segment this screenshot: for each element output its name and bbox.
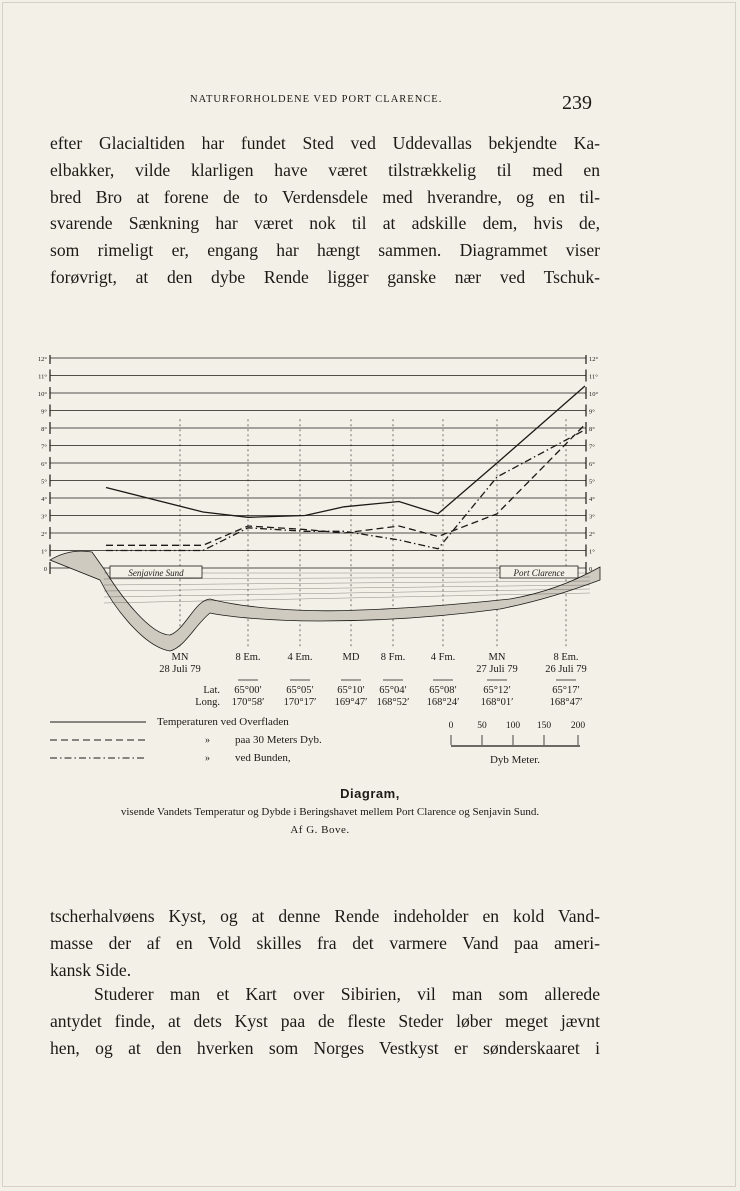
place-label: Senjavine Sund xyxy=(128,568,184,578)
station-lat: 65°05′ xyxy=(286,685,314,696)
legend-label: paa 30 Meters Dyb. xyxy=(235,734,322,746)
station-date: 26 Juli 79 xyxy=(545,664,587,675)
diagram-author: Af G. Bove. xyxy=(290,824,350,836)
station-lat: 65°08′ xyxy=(429,685,457,696)
y-tick-label: 2° xyxy=(41,531,47,538)
station-long: 168°47′ xyxy=(549,697,583,708)
scale-tick-label: 100 xyxy=(505,721,521,731)
station-time: MN xyxy=(171,652,189,663)
y-tick-label: 0 xyxy=(589,566,593,573)
station-lat: 65°10′ xyxy=(337,685,365,696)
y-tick-label: 0 xyxy=(43,566,47,573)
y-tick-label: 6° xyxy=(589,461,595,468)
y-tick-label: 1° xyxy=(41,548,47,556)
legend-ditto: » xyxy=(205,735,210,746)
scale-tick-label: 50 xyxy=(477,721,487,731)
series-line xyxy=(106,425,585,546)
station-time: MN xyxy=(488,652,506,663)
temperature-depth-diagram xyxy=(0,355,740,785)
y-tick-label: 7° xyxy=(589,443,595,451)
station-long: 168°24′ xyxy=(426,697,460,708)
diagram-subtitle: visende Vandets Temperatur og Dybde i Beringshavet mellem Port Clarence og Senjavin Sund. xyxy=(120,806,540,818)
text-line: antydet finde, at dets Kyst paa de fleste Steder løber meget jævnt xyxy=(50,1010,600,1031)
text-line: elbakker, vilde klarligen have været tilstrækkelig til med en xyxy=(50,159,600,180)
y-tick-label: 4° xyxy=(41,496,47,503)
station-time: 8 Em. xyxy=(553,652,579,663)
text-line: svarende Sænkning har været nok til at adskille dem, hvis de, xyxy=(50,213,600,234)
text-line: forøvrigt, at den dybe Rende ligger ganske nær ved Tschuk- xyxy=(50,266,600,287)
depth-hatch xyxy=(104,581,590,585)
station-long: 170°17′ xyxy=(283,697,317,708)
scale-tick-label: 0 xyxy=(448,721,454,731)
y-tick-label: 12° xyxy=(589,356,599,363)
station-lat: 65°04′ xyxy=(379,685,407,696)
legend-label: ved Bunden, xyxy=(235,752,291,764)
station-long: 168°01′ xyxy=(480,697,514,708)
y-tick-label: 10° xyxy=(37,391,47,398)
diagram-title: Diagram, xyxy=(340,786,400,801)
y-tick-label: 1° xyxy=(589,548,595,556)
text-line: bred Bro at forene de to Verdensdele med hverandre, og en til- xyxy=(50,186,600,207)
station-time: MD xyxy=(342,652,360,663)
y-tick-label: 11° xyxy=(38,373,47,381)
station-long: 168°52′ xyxy=(376,697,410,708)
station-date: 28 Juli 79 xyxy=(159,664,201,675)
y-tick-label: 7° xyxy=(41,443,47,451)
paragraph-top xyxy=(50,130,600,291)
text-line: hen, og at den hverken som Norges Vestkyst er sønderskaaret i xyxy=(50,1037,600,1058)
station-lat: 65°12′ xyxy=(483,685,511,696)
y-tick-label: 9° xyxy=(589,408,595,416)
station-date: 27 Juli 79 xyxy=(476,664,518,675)
text-line: tscherhalvøens Kyst, og at denne Rende indeholder en kold Vand- xyxy=(50,906,600,926)
page-number: 239 xyxy=(562,92,592,114)
y-tick-label: 8° xyxy=(41,426,47,433)
scale-tick-label: 200 xyxy=(570,721,586,731)
y-tick-label: 5° xyxy=(41,478,47,486)
station-time: 4 Fm. xyxy=(430,652,456,663)
station-time: 8 Em. xyxy=(235,652,261,663)
text-line: som rimeligt er, engang har hængt sammen. Diagrammet viser xyxy=(50,240,600,261)
y-tick-label: 9° xyxy=(41,408,47,416)
legend-label: Temperaturen ved Overfladen xyxy=(157,716,289,728)
station-long: 170°58′ xyxy=(231,697,265,708)
y-tick-label: 3° xyxy=(589,513,595,521)
row-label-long: Long. xyxy=(195,697,220,708)
y-tick-label: 11° xyxy=(589,373,598,381)
y-tick-label: 3° xyxy=(41,513,47,521)
text-line: Studerer man et Kart over Sibirien, vil man som allerede xyxy=(94,984,600,1004)
paragraph-bottom xyxy=(50,903,600,983)
y-tick-label: 10° xyxy=(589,391,599,398)
scale-tick-label: 150 xyxy=(536,721,552,731)
paragraph-last xyxy=(50,981,600,1061)
y-tick-label: 12° xyxy=(37,356,47,363)
y-tick-label: 6° xyxy=(41,461,47,468)
station-lat: 65°17′ xyxy=(552,685,580,696)
legend-ditto: » xyxy=(205,753,210,764)
running-head: NATURFORHOLDENE VED PORT CLARENCE. xyxy=(190,94,443,105)
row-label-lat: Lat. xyxy=(203,685,220,696)
station-lat: 65°00′ xyxy=(234,685,262,696)
y-tick-label: 2° xyxy=(589,531,595,538)
place-label: Port Clarence xyxy=(513,568,565,578)
y-tick-label: 4° xyxy=(589,496,595,503)
text-line: kansk Side. xyxy=(50,959,132,980)
station-time: 4 Em. xyxy=(287,652,313,663)
scale-label: Dyb Meter. xyxy=(489,754,541,766)
text-line: masse der af en Vold skilles fra det varmere Vand paa ameri- xyxy=(50,932,600,953)
station-time: 8 Fm. xyxy=(380,652,406,663)
y-tick-label: 8° xyxy=(589,426,595,433)
text-line: efter Glacialtiden har fundet Sted ved Uddevallas bekjendte Ka- xyxy=(50,133,600,153)
y-tick-label: 5° xyxy=(589,478,595,486)
station-long: 169°47′ xyxy=(334,697,368,708)
